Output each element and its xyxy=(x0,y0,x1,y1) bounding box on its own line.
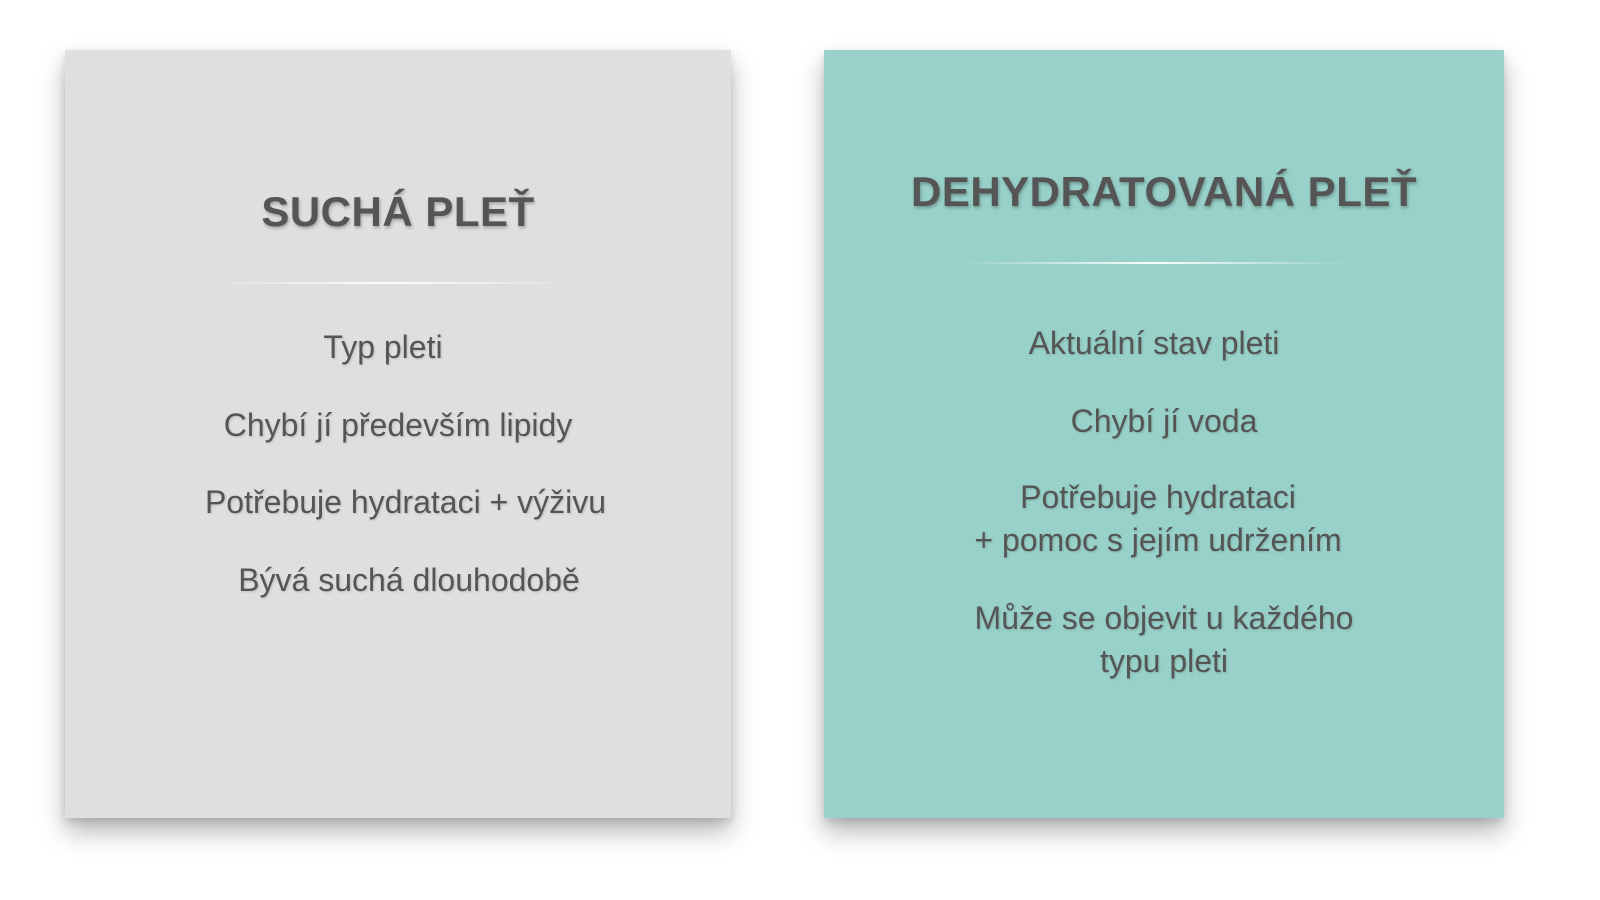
dehydrated-skin-card xyxy=(824,50,1504,818)
title-divider xyxy=(959,262,1349,264)
feature-item xyxy=(65,404,731,447)
feature-line: Typ pleti xyxy=(323,329,443,365)
feature-item xyxy=(804,322,1504,365)
feature-item xyxy=(35,326,731,369)
feature-line: Bývá suchá dlouhodobě xyxy=(238,562,580,598)
feature-item xyxy=(812,476,1504,562)
feature-line: Aktuální stav pleti xyxy=(1028,325,1280,361)
feature-line: + pomoc s jejím udržením xyxy=(974,522,1342,558)
feature-line: Chybí jí voda xyxy=(1070,403,1258,439)
card-title: SUCHÁ PLEŤ xyxy=(261,188,535,235)
feature-line: Chybí jí především lipidy xyxy=(223,407,573,443)
feature-item xyxy=(824,400,1504,443)
feature-item xyxy=(80,481,731,524)
card-title: DEHYDRATOVANÁ PLEŤ xyxy=(910,168,1418,215)
feature-line: typu pleti xyxy=(1099,643,1229,679)
title-divider xyxy=(205,282,575,284)
feature-line: Potřebuje hydrataci xyxy=(1020,479,1296,515)
feature-line: Potřebuje hydrataci + výživu xyxy=(204,484,607,520)
feature-item xyxy=(824,597,1504,683)
feature-item xyxy=(87,559,731,602)
dry-skin-card xyxy=(65,50,731,818)
feature-line: Může se objevit u každého xyxy=(974,600,1354,636)
